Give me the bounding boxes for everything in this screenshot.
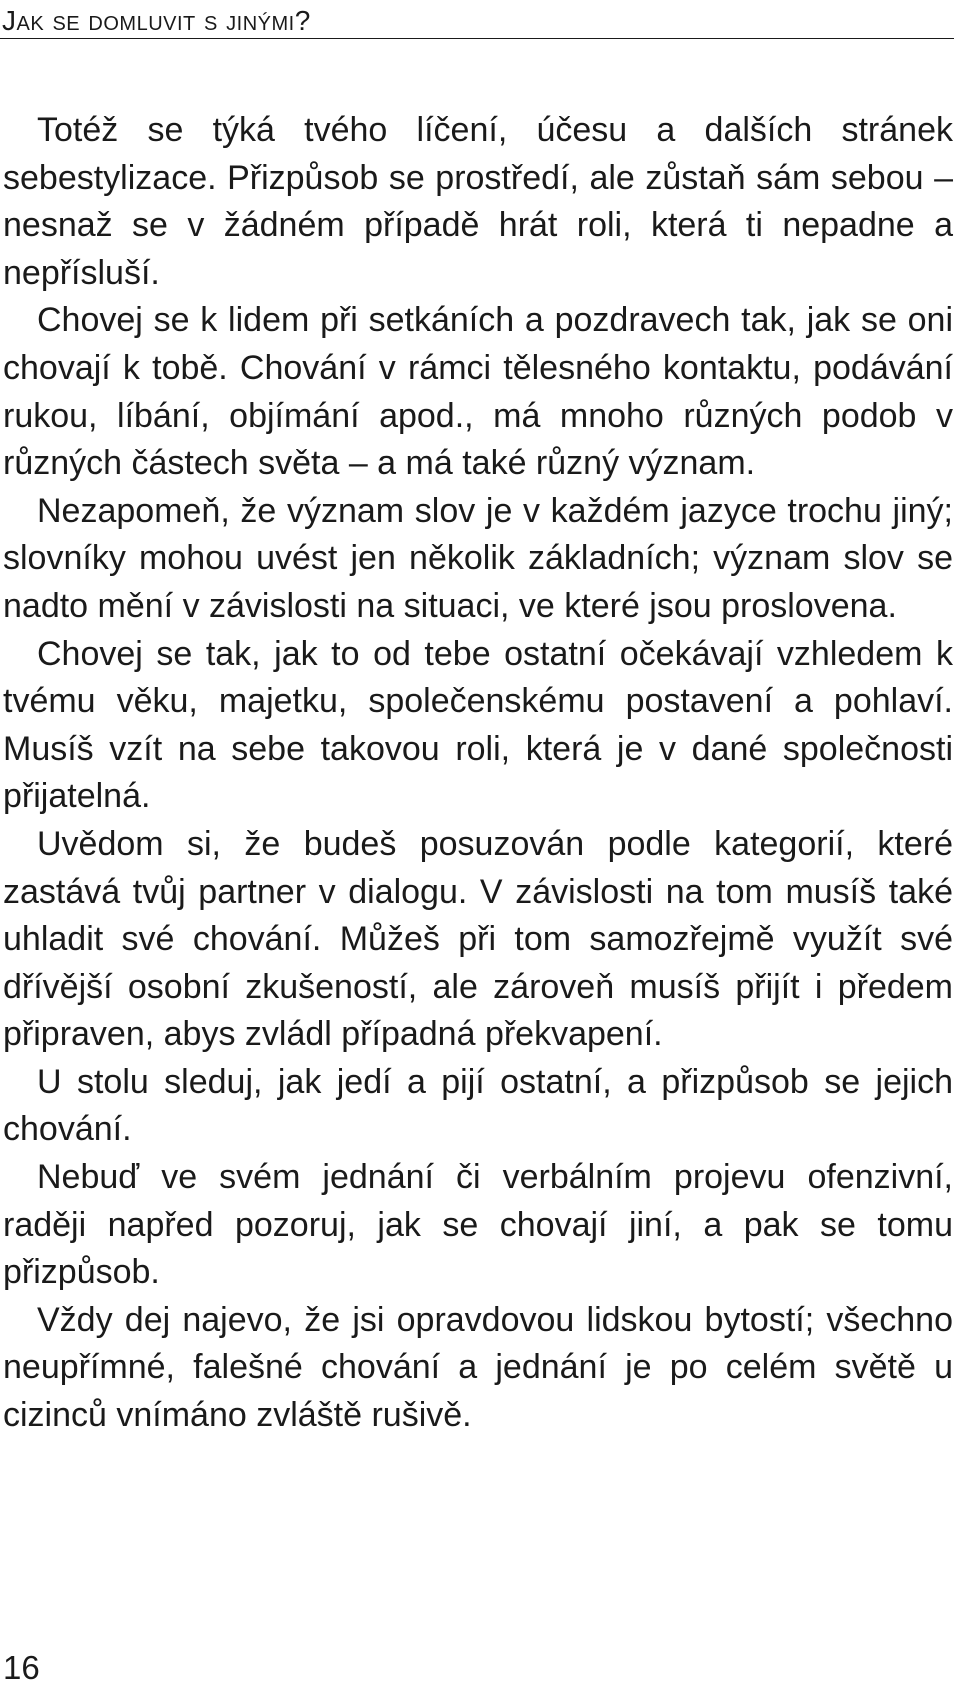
page-number: 16 <box>3 1649 40 1686</box>
header-rule <box>0 38 954 39</box>
paragraph: Uvědom si, že budeš posuzován podle kategorií, které zastává tvůj partner v dialogu. V závislosti na tom musíš také uhladit své chování. Můžeš při tom samozřejmě využít své dřívější osobní zkušeností, ale zároveň musíš přijít i předem připraven, abys zvládl případná překvapení. <box>3 824 953 1054</box>
running-header: Jak se domluvit s jinými? <box>2 5 311 36</box>
paragraph: Totéž se týká tvého líčení, účesu a dalších stránek sebestylizace. Přizpůsob se prostředí, ale zůstaň sám sebou – nesnaž se v žádném případě hrát roli, která ti nepadne a nepřísluší. <box>3 111 953 292</box>
paragraph: Chovej se tak, jak to od tebe ostatní očekávají vzhledem k tvému věku, majetku, společenskému postavení a pohlaví. Musíš vzít na sebe takovou roli, která je v dané společnosti přijatelná. <box>3 634 953 816</box>
paragraph: U stolu sleduj, jak jedí a pijí ostatní, a přizpůsob se jejich chování. <box>3 1062 953 1149</box>
paragraph: Nezapomeň, že význam slov je v každém jazyce trochu jiný; slovníky mohou uvést jen několik základních; význam slov se nadto mění v závislosti na situaci, ve které jsou proslovena. <box>3 491 953 625</box>
paragraph: Nebuď ve svém jednání či verbálním projevu ofenzivní, raději napřed pozoruj, jak se chovají jiní, a pak se tomu přizpůsob. <box>3 1158 953 1292</box>
paragraph: Vždy dej najevo, že jsi opravdovou lidskou bytostí; všechno neupřímné, falešné chování a jednání je po celém světě u cizinců vnímáno zvláště rušivě. <box>3 1300 953 1435</box>
body-text <box>3 107 953 1440</box>
paragraph: Chovej se k lidem při setkáních a pozdravech tak, jak se oni chovají k tobě. Chování v rámci tělesného kontaktu, podávání rukou, líbání, objímání apod., má mnoho různých podob v různých částech světa – a má také různý význam. <box>3 301 953 483</box>
